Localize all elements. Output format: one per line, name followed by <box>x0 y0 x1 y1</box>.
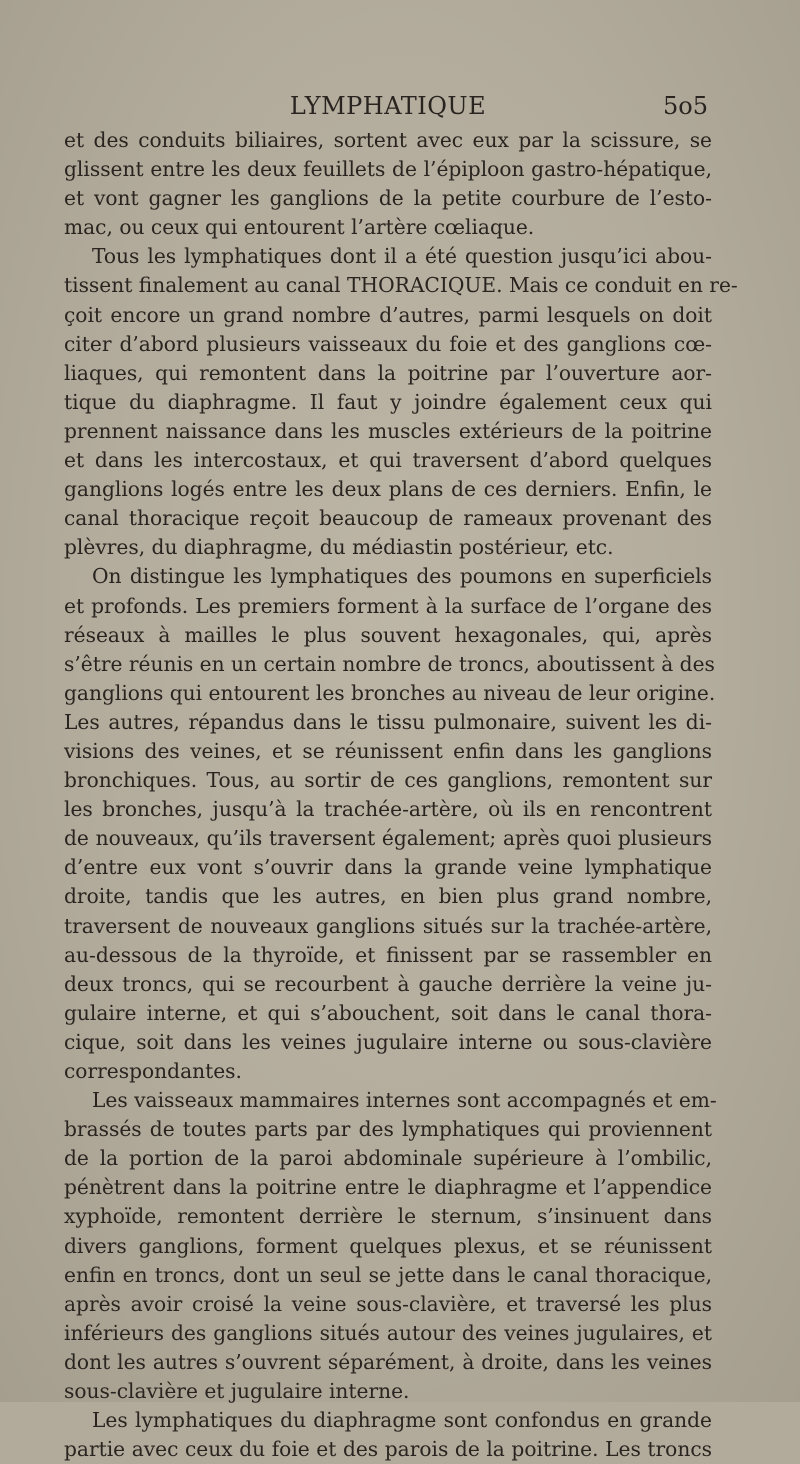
text-line: de nouveaux, qu’ils traversent également; après quoi plusieurs <box>64 826 712 851</box>
text-line: réseaux à mailles le plus souvent hexagonales, qui, après <box>64 622 712 647</box>
page-header <box>64 90 712 124</box>
text-line: ganglions logés entre les deux plans de ces derniers. Enfin, le <box>64 477 712 502</box>
text-line: tique du diaphragme. Il faut y joindre également ceux qui <box>64 389 712 414</box>
body-text <box>64 126 738 1464</box>
text-line: Les vaisseaux mammaires internes sont accompagnés et em- <box>92 1088 717 1113</box>
text-line: traversent de nouveaux ganglions situés sur la trachée-artère, <box>64 913 712 938</box>
text-line: tissent finalement au canal THORACIQUE. Mais ce conduit en re- <box>64 273 738 298</box>
text-line: glissent entre les deux feuillets de l’épiploon gastro-hépatique, <box>64 157 712 182</box>
text-line: dont les autres s’ouvrent séparément, à droite, dans les veines <box>64 1349 712 1374</box>
text-line: mac, ou ceux qui entourent l’artère cœliaque. <box>64 215 535 240</box>
text-line: inférieurs des ganglions situés autour des veines jugulaires, et <box>64 1320 712 1345</box>
text-line: xyphoïde, remontent derrière le sternum, s’insinuent dans <box>64 1204 712 1229</box>
text-line: liaques, qui remontent dans la poitrine par l’ouverture aor- <box>64 360 712 385</box>
text-line: Les lymphatiques du diaphragme sont confondus en grande <box>92 1408 712 1433</box>
text-line: gulaire interne, et qui s’abouchent, soit dans le canal thora- <box>64 1000 712 1025</box>
text-line: plèvres, du diaphragme, du médiastin postérieur, etc. <box>64 535 614 560</box>
text-line: enfin en troncs, dont un seul se jette dans le canal thoracique, <box>64 1262 712 1287</box>
text-line: Les autres, répandus dans le tissu pulmonaire, suivent les di- <box>64 709 712 734</box>
text-line: au-dessous de la thyroïde, et finissent par se rassembler en <box>64 942 712 967</box>
text-line: divers ganglions, forment quelques plexus, et se réunissent <box>64 1233 712 1258</box>
text-line: cique, soit dans les veines jugulaire interne ou sous-clavière <box>64 1029 712 1054</box>
text-line: citer d’abord plusieurs vaisseaux du foie et des ganglions cœ- <box>64 331 712 356</box>
text-line: deux troncs, qui se recourbent à gauche derrière la veine ju- <box>64 971 712 996</box>
text-line: visions des veines, et se réunissent enfin dans les ganglions <box>64 738 712 763</box>
text-line: droite, tandis que les autres, en bien plus grand nombre, <box>64 884 712 909</box>
running-title: LYMPHATIQUE <box>289 92 487 120</box>
text-line: brassés de toutes parts par des lymphatiques qui proviennent <box>64 1117 712 1142</box>
text-line: s’être réunis en un certain nombre de troncs, aboutissent à des <box>64 651 715 676</box>
text-line: et vont gagner les ganglions de la petite courbure de l’esto- <box>64 186 712 211</box>
text-line: d’entre eux vont s’ouvrir dans la grande veine lymphatique <box>64 855 712 880</box>
text-line: et dans les intercostaux, et qui traversent d’abord quelques <box>64 448 712 473</box>
text-line: de la portion de la paroi abdominale supérieure à l’ombilic, <box>64 1146 712 1171</box>
text-line: On distingue les lymphatiques des poumons en superficiels <box>92 564 712 589</box>
text-line: canal thoracique reçoit beaucoup de rameaux provenant des <box>64 506 712 531</box>
text-line: et profonds. Les premiers forment à la surface de l’organe des <box>64 593 712 618</box>
text-line: les bronches, jusqu’à la trachée-artère, où ils en rencontrent <box>64 797 712 822</box>
text-line: bronchiques. Tous, au sortir de ces ganglions, remontent sur <box>64 768 712 793</box>
text-line: Tous les lymphatiques dont il a été question jusqu’ici abou- <box>92 244 712 269</box>
text-line: correspondantes. <box>64 1059 242 1083</box>
page-number: 5o5 <box>663 92 708 120</box>
text-line: et des conduits biliaires, sortent avec eux par la scissure, se <box>64 128 712 152</box>
text-line: pénètrent dans la poitrine entre le diaphragme et l’appendice <box>64 1175 712 1200</box>
text-line: sous-clavière et jugulaire interne. <box>64 1379 410 1404</box>
text-line: partie avec ceux du foie et des parois de la poitrine. Les troncs <box>64 1437 712 1462</box>
text-line: après avoir croisé la veine sous-clavière, et traversé les plus <box>64 1291 712 1316</box>
text-line: ganglions qui entourent les bronches au niveau de leur origine. <box>64 680 716 705</box>
text-line: çoit encore un grand nombre d’autres, parmi lesquels on doit <box>64 302 712 327</box>
text-line: prennent naissance dans les muscles extérieurs de la poitrine <box>64 418 712 443</box>
